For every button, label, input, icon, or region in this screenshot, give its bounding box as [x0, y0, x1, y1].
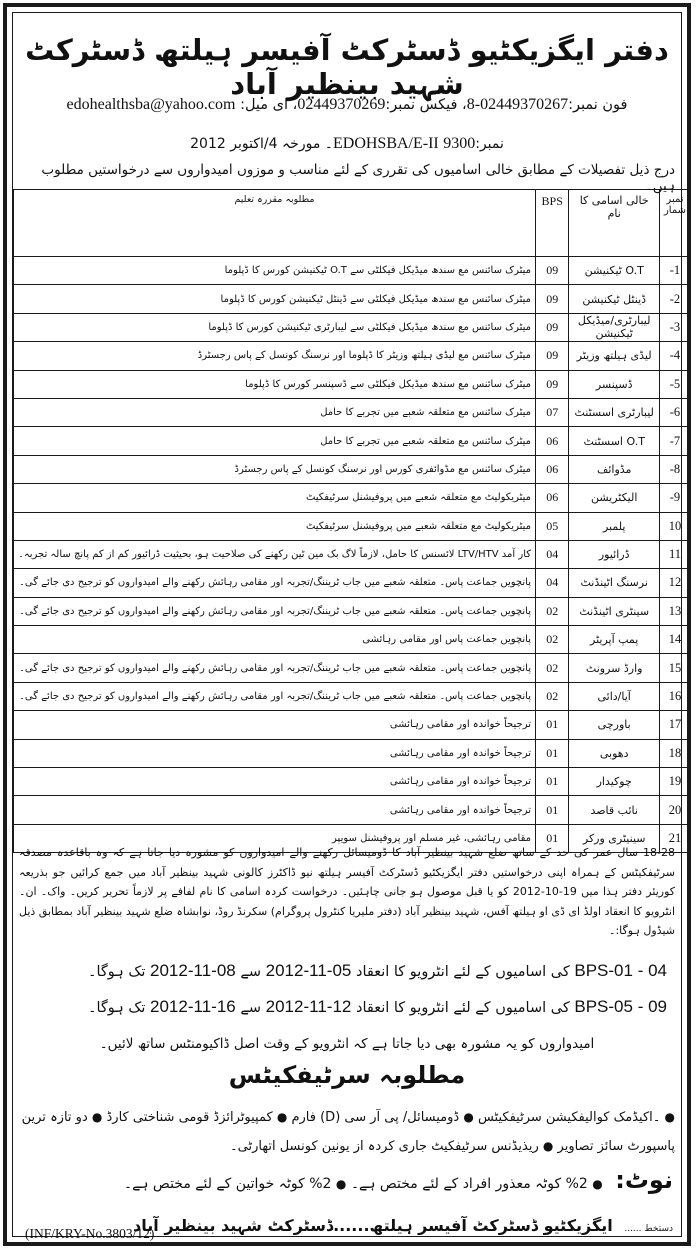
post-name-cell: پلمبر	[569, 512, 660, 540]
post-name-cell: ڈرائیور	[569, 540, 660, 568]
reference-line: نمبر:9300 EDOHSBA/E-II۔ مورخہ 4/اکتوبر 2012	[190, 135, 504, 152]
serial-cell: -1	[659, 257, 690, 285]
post-name-cell: لیبارٹری/میڈیکل ٹیکنیشن	[569, 313, 660, 341]
schedule-2-start-date: 12-11-2012	[265, 997, 352, 1016]
post-name-cell: نائب قاصد	[569, 796, 660, 824]
bps-cell: 04	[536, 569, 569, 597]
qualification-cell: ترجیحاً خواندہ اور مقامی رہائشی	[14, 768, 536, 796]
serial-cell: 13	[659, 597, 690, 625]
post-name-cell: سینٹری اٹینڈنٹ	[569, 597, 660, 625]
qualification-cell: پانچویں جماعت پاس۔ متعلقہ شعبے میں جاب ٹریننگ/تجربہ اور مقامی رہائش رکھنے والے امیدواروں کو ترجیح دی جائے گی۔	[14, 569, 536, 597]
bullet-icon: ●	[664, 1110, 675, 1124]
serial-cell: -4	[659, 342, 690, 370]
table-row	[14, 455, 691, 483]
post-name-cell: وارڈ سرونٹ	[569, 654, 660, 682]
table-row	[14, 654, 691, 682]
bps-cell: 09	[536, 257, 569, 285]
issue-date: 4/اکتوبر 2012	[190, 136, 278, 152]
header-serial: نمبر شمار	[659, 190, 690, 257]
table-row	[14, 427, 691, 455]
serial-cell: 15	[659, 654, 690, 682]
note-line	[13, 1166, 673, 1194]
certificate-item: ۔اکیڈمک کوالیفکیشن سرٹیفکیٹس	[477, 1110, 661, 1125]
bps-cell: 01	[536, 796, 569, 824]
qualification-cell: میٹرک سائنس مع مڈوائفری کورس اور نرسنگ کونسل کے پاس رجسٹرڈ	[14, 455, 536, 483]
bps-cell: 02	[536, 682, 569, 710]
qualification-cell: میٹرک سائنس مع سندھ میڈیکل فیکلٹی سے ڈینٹل ٹیکنیشن کورس کا ڈپلوما	[14, 285, 536, 313]
header-qualification: مطلوبہ مقررہ تعلیم	[14, 190, 536, 257]
table-row	[14, 597, 691, 625]
note-item: 2% کوٹہ معذور افراد کے لئے مختص ہے۔	[350, 1176, 588, 1192]
post-name-cell: لیڈی ہیلتھ وزیٹر	[569, 342, 660, 370]
schedule-1-se: سے	[240, 964, 262, 980]
vacancies-table	[13, 189, 691, 853]
qualification-cell: میٹرک سائنس مع سندھ میڈیکل فیکلٹی سے ڈسپنسر کورس کا ڈپلوما	[14, 370, 536, 398]
bps-cell: 09	[536, 313, 569, 341]
table-row	[14, 768, 691, 796]
bps-cell: 02	[536, 626, 569, 654]
qualification-cell: کار آمد LTV/HTV لائسنس کا حامل، لازماً لاگ بک مین ٹین رکھنے کی صلاحیت ہو، بحیثیت ڈرائیور کم از کم پانچ سالہ تجربہ۔	[14, 540, 536, 568]
qualification-cell: میٹرک سائنس مع لیڈی ہیلتھ وزیٹر کا ڈپلوما اور نرسنگ کونسل کے پاس رجسٹرڈ	[14, 342, 536, 370]
serial-cell: 12	[659, 569, 690, 597]
bps-cell: 01	[536, 824, 569, 852]
schedule-2-suffix: تک ہوگا۔	[87, 1000, 146, 1016]
serial-cell: 11	[659, 540, 690, 568]
serial-cell: 16	[659, 682, 690, 710]
qualification-cell: ترجیحاً خواندہ اور مقامی رہائشی	[14, 796, 536, 824]
bps-cell: 02	[536, 654, 569, 682]
bullet-icon: ●	[542, 1139, 554, 1153]
schedule-2-se: سے	[240, 1000, 262, 1016]
table-row	[14, 739, 691, 767]
document-outer-border	[3, 3, 691, 1246]
table-row	[14, 484, 691, 512]
vacancies-body	[14, 257, 691, 853]
table-row	[14, 796, 691, 824]
note-item: 2% کوٹہ خواتین کے لئے مختص ہے۔	[123, 1176, 332, 1192]
certificates-list	[19, 1103, 675, 1161]
certificate-item: کمپیوٹرائزڈ قومی شناختی کارڈ	[106, 1110, 273, 1125]
header-bps: BPS	[536, 190, 569, 257]
table-row	[14, 682, 691, 710]
table-row	[14, 711, 691, 739]
post-name-cell: سینیٹری ورکر	[569, 824, 660, 852]
ref-number: 9300	[443, 135, 476, 152]
phone-label: فون نمبر:	[568, 97, 628, 113]
ref-label: نمبر:	[475, 136, 504, 152]
serial-cell: 17	[659, 711, 690, 739]
post-name-cell: O.T ٹیکنیشن	[569, 257, 660, 285]
serial-cell: 21	[659, 824, 690, 852]
serial-cell: -5	[659, 370, 690, 398]
table-row	[14, 398, 691, 426]
instructions-paragraph: 18-28 سال عمر کی حد کے ساتھ ضلع شہید بینظیر آباد کا ڈومیسائل رکھنے والے امیدواروں کو مشورہ دیا جاتا ہے کہ وہ باقاعدہ مصدقہ سرٹیفکیٹس کے ہمراہ اپنی درخواستیں دفتر ایگزیکٹیو ڈسٹرکٹ آفیسر ہیلتھ نیو ڈاکٹرز کالونی شہید بینظیر آباد میں جمع کرائیں جو بذریعہ کوریئر دفتر ہذا میں 19-10-2012 کو یا قبل موصول ہو جانی چاہئیں۔ درخواست کردہ اسامی کا نام لفافے پر لازماً تحریر کریں۔ واک۔ ان۔ انٹرویو کا انعقاد اولڈ ای ڈی او ہیلتھ آفس، شہید بینظیر آباد (دفتر ملیریا کنٹرول پروگرام) سکرنڈ روڈ، نوابشاہ ضلع شہید بینظیر آباد بمطابق ذیل شیڈول ہوگا:۔	[19, 846, 675, 937]
post-name-cell: ڈسپنسر	[569, 370, 660, 398]
bullet-icon: ●	[463, 1110, 474, 1124]
post-name-cell: نرسنگ اٹینڈنٹ	[569, 569, 660, 597]
qualification-cell: میٹرک سائنس مع متعلقہ شعبے میں تجربے کا حامل	[14, 398, 536, 426]
bps-cell: 04	[536, 540, 569, 568]
schedule-1-text: کی اسامیوں کے لئے انٹرویو کا انعقاد	[355, 964, 570, 980]
bps-cell: 09	[536, 370, 569, 398]
post-name-cell: الیکٹریشن	[569, 484, 660, 512]
bullet-icon: ●	[592, 1177, 603, 1191]
table-row	[14, 370, 691, 398]
post-name-cell: آیا/دائی	[569, 682, 660, 710]
bps-cell: 01	[536, 768, 569, 796]
bps-cell: 02	[536, 597, 569, 625]
schedule-2-text: کی اسامیوں کے لئے انٹرویو کا انعقاد	[355, 1000, 570, 1016]
schedule-1-suffix: تک ہوگا۔	[87, 964, 146, 980]
qualification-cell: پانچویں جماعت پاس۔ متعلقہ شعبے میں جاب ٹریننگ/تجربہ اور مقامی رہائش رکھنے والے امیدواروں کو ترجیح دی جائے گی۔	[14, 654, 536, 682]
bps-cell: 06	[536, 455, 569, 483]
bps-cell: 07	[536, 398, 569, 426]
post-name-cell: پمپ آپریٹر	[569, 626, 660, 654]
serial-cell: -8	[659, 455, 690, 483]
fax-number: 02449370269	[297, 96, 386, 113]
qualification-cell: پانچویں جماعت پاس۔ متعلقہ شعبے میں جاب ٹریننگ/تجربہ اور مقامی رہائش رکھنے والے امیدواروں کو ترجیح دی جائے گی۔	[14, 682, 536, 710]
phone-number: 02449370267-8	[466, 96, 569, 113]
document-frame	[12, 12, 686, 1241]
post-name-cell: O.T اسسٹنٹ	[569, 427, 660, 455]
certificate-item: ڈومیسائل/ پی آر سی (D) فارم	[291, 1110, 460, 1125]
date-label: مورخہ	[281, 136, 321, 152]
bps-cell: 01	[536, 739, 569, 767]
certificate-item: دو تازہ ترین پاسپورٹ سائز تصاویر	[21, 1110, 675, 1154]
table-row	[14, 342, 691, 370]
post-name-cell: لیبارٹری اسسٹنٹ	[569, 398, 660, 426]
bps-cell: 09	[536, 342, 569, 370]
schedule-1-start-date: 05-11-2012	[265, 961, 352, 980]
qualification-cell: ترجیحاً خواندہ اور مقامی رہائشی	[14, 711, 536, 739]
qualification-cell: میٹرک سائنس مع سندھ میڈیکل فیکلٹی سے لیبارٹری ٹیکنیشن کورس کا ڈپلوما	[14, 313, 536, 341]
schedule-1-bps: BPS-01 - 04	[574, 961, 667, 980]
signature-prefix: دستخط ......	[624, 1224, 673, 1234]
schedule-line-1	[13, 961, 667, 981]
schedule-2-bps: BPS-05 - 09	[574, 997, 667, 1016]
qualification-cell: ترجیحاً خواندہ اور مقامی رہائشی	[14, 739, 536, 767]
bps-cell: 06	[536, 427, 569, 455]
qualification-cell: پانچویں جماعت پاس اور مقامی رہائشی	[14, 626, 536, 654]
contact-line: فون نمبر:02449370267-8، فیکس نمبر:02449370269، ای میل: edohealthsba@yahoo.com	[66, 96, 628, 113]
qualification-cell: پانچویں جماعت پاس۔ متعلقہ شعبے میں جاب ٹریننگ/تجربہ اور مقامی رہائش رکھنے والے امیدواروں کو ترجیح دی جائے گی۔	[14, 597, 536, 625]
signature-office: ایگزیکٹیو ڈسٹرکٹ آفیسر ہیلتھ......ڈسٹرکٹ شہید بینظیر آباد	[133, 1216, 613, 1235]
serial-cell: -3	[659, 313, 690, 341]
bps-cell: 06	[536, 484, 569, 512]
bullet-icon: ●	[91, 1110, 103, 1124]
qualification-cell: میٹرک سائنس مع سندھ میڈیکل فیکلٹی سے O.T ٹیکنیشن کورس کا ڈپلوما	[14, 257, 536, 285]
serial-cell: -9	[659, 484, 690, 512]
certificates-title: مطلوبہ سرٹیفکیٹس	[228, 1061, 466, 1089]
table-row	[14, 540, 691, 568]
signature-block	[133, 1216, 673, 1235]
bps-cell: 01	[536, 711, 569, 739]
serial-cell: 10	[659, 512, 690, 540]
table-header-row	[14, 190, 691, 257]
qualification-cell: میٹریکولیٹ مع متعلقہ شعبے میں پروفیشنل سرٹیفکیٹ	[14, 484, 536, 512]
table-row	[14, 285, 691, 313]
serial-cell: 19	[659, 768, 690, 796]
schedule-line-2	[13, 997, 667, 1017]
table-row	[14, 512, 691, 540]
schedule-1-end-date: 08-11-2012	[150, 961, 236, 980]
header-post: خالی اسامی کا نام	[569, 190, 660, 257]
post-name-cell: مڈوائف	[569, 455, 660, 483]
advice-text: امیدواروں کو یہ مشورہ بھی دیا جاتا ہے کہ انٹرویو کے وقت اصل ڈاکیومنٹس ساتھ لائیں۔	[99, 1036, 595, 1052]
qualification-cell: میٹریکولیٹ مع متعلقہ شعبے میں پروفیشنل سرٹیفکیٹ	[14, 512, 536, 540]
bps-cell: 09	[536, 285, 569, 313]
serial-cell: 20	[659, 796, 690, 824]
email-label: ای میل:	[240, 97, 289, 113]
serial-cell: -2	[659, 285, 690, 313]
post-name-cell: چوکیدار	[569, 768, 660, 796]
post-name-cell: دھوبی	[569, 739, 660, 767]
serial-cell: -7	[659, 427, 690, 455]
schedule-2-end-date: 16-11-2012	[150, 997, 236, 1016]
table-row	[14, 626, 691, 654]
qualification-cell: مقامی رہائشی، غیر مسلم اور پروفیشنل سویپر	[14, 824, 536, 852]
intro-text: درج ذیل تفصیلات کے مطابق خالی اسامیوں کی تقرری کے لئے مناسب و موزوں امیدواروں سے درخواستیں مطلوب ہیں۔	[41, 162, 675, 194]
bullet-icon: ●	[335, 1177, 347, 1191]
ref-code: EDOHSBA/E-II	[332, 135, 439, 152]
post-name-cell: باورچی	[569, 711, 660, 739]
serial-cell: 18	[659, 739, 690, 767]
post-name-cell: ڈینٹل ٹیکنیشن	[569, 285, 660, 313]
serial-cell: 14	[659, 626, 690, 654]
table-row	[14, 569, 691, 597]
certificate-item: ریذیڈنس سرٹیفکیٹ جاری کردہ از یونین کونسل اتھارٹی۔	[230, 1139, 539, 1154]
fax-label: فیکس نمبر:	[385, 97, 458, 113]
office-title: دفتر ایگزیکٹیو ڈسٹرکٹ آفیسر ہیلتھ ڈسٹرکٹ شہید بینظیر آباد	[25, 33, 669, 101]
bullet-icon: ●	[276, 1110, 288, 1124]
serial-cell: -6	[659, 398, 690, 426]
inf-reference-code: (INF/KRY-No.3803/12)	[25, 1226, 155, 1241]
table-row	[14, 257, 691, 285]
table-row	[14, 313, 691, 341]
bps-cell: 05	[536, 512, 569, 540]
qualification-cell: میٹرک سائنس مع متعلقہ شعبے میں تجربے کا حامل	[14, 427, 536, 455]
email-address[interactable]: edohealthsba@yahoo.com	[66, 96, 236, 113]
note-label: نوٹ:	[615, 1166, 673, 1194]
